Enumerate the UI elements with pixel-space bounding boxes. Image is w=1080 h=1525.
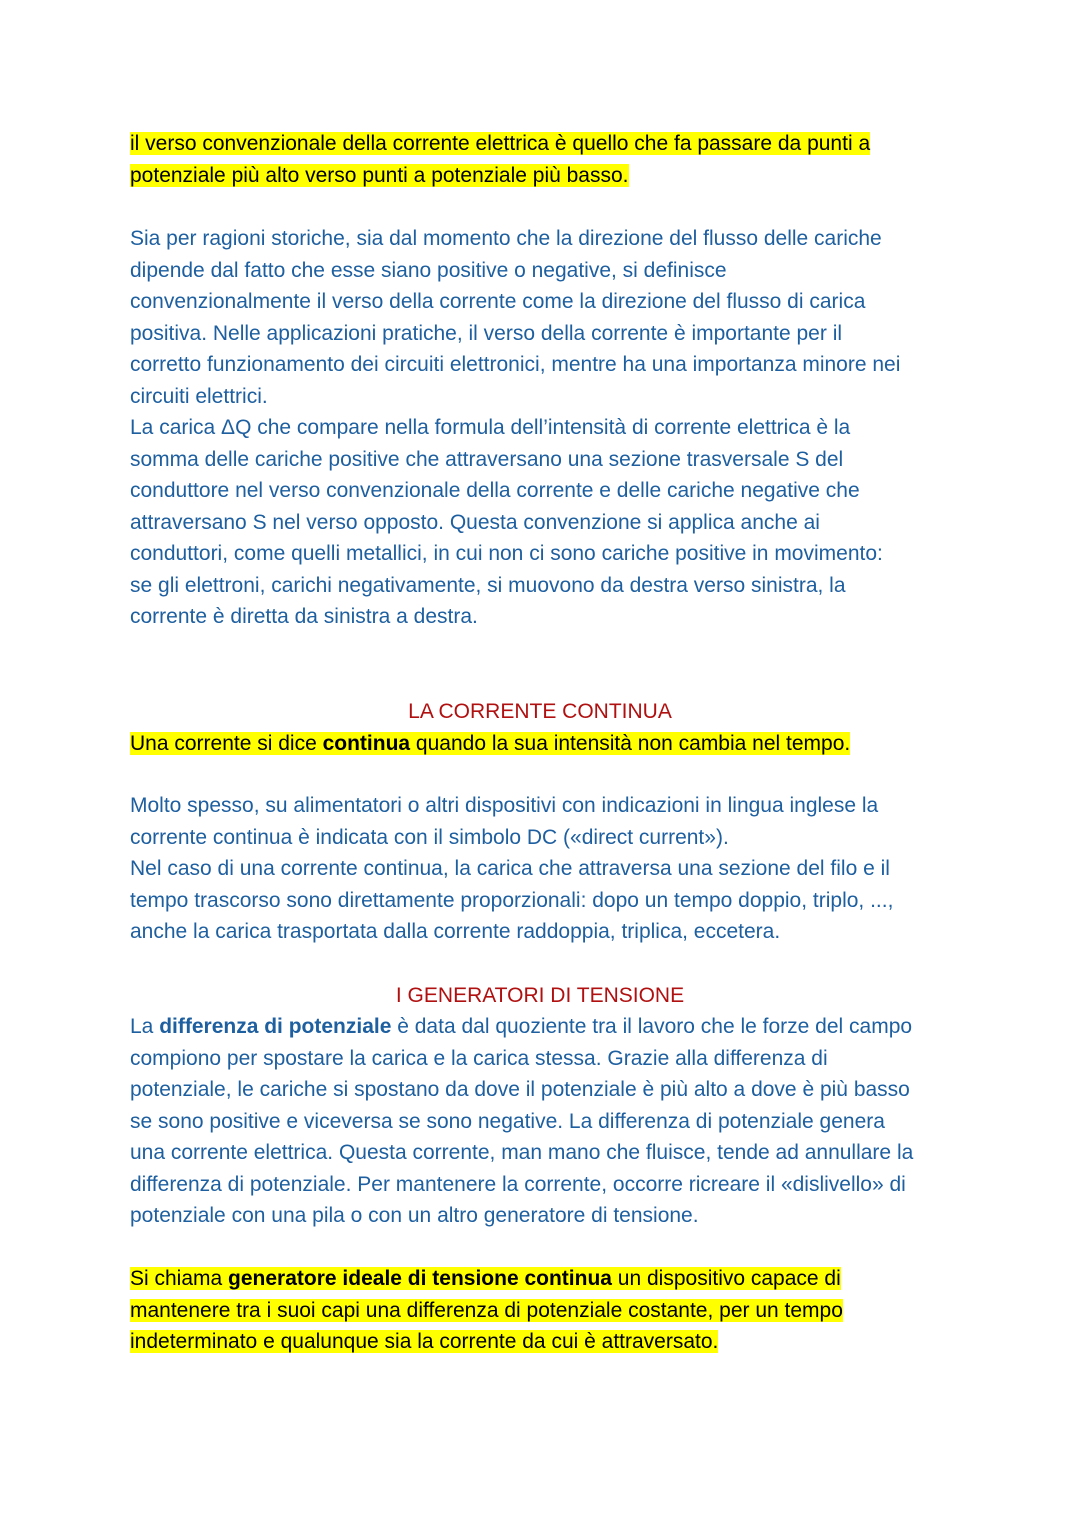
bold-term-ideal-generator: generatore ideale di tensione continua [228, 1267, 612, 1290]
direct-current-paragraph [130, 790, 960, 948]
text-line: somma delle cariche positive che attraversano una sezione trasversale S del [130, 447, 844, 471]
section-heading-direct-current: LA CORRENTE CONTINUA [408, 700, 672, 723]
text-line: convenzionalmente il verso della corrente come la direzione del flusso di carica [130, 290, 866, 313]
text-line: se gli elettroni, carichi negativamente, si muovono da destra verso sinistra, la [130, 573, 846, 597]
text-line: positiva. Nelle applicazioni pratiche, il verso della corrente è importante per il [130, 321, 843, 345]
text-line: dipende dal fatto che esse siano positive o negative, si definisce [130, 258, 727, 282]
text-line: Sia per ragioni storiche, sia dal momento che la direzione del flusso delle cariche [130, 227, 882, 250]
intro-line: potenziale più alto verso punti a potenziale più basso. [130, 163, 629, 187]
text-fragment: La [130, 1015, 160, 1038]
text-fragment: un dispositivo capace di [611, 1267, 841, 1290]
text-line: tempo trascorso sono direttamente proporzionali: dopo un tempo doppio, triplo, ..., [130, 888, 894, 912]
definition-line: mantenere tra i suoi capi una differenza di potenziale costante, per un tempo [130, 1298, 843, 1322]
text-line: La carica ΔQ che compare nella formula dell’intensità di corrente elettrica è la [130, 416, 851, 439]
section-heading-voltage-generators: I GENERATORI DI TENSIONE [395, 984, 685, 1007]
text-line: Molto spesso, su alimentatori o altri dispositivi con indicazioni in lingua inglese la [130, 794, 879, 817]
text-line: corrente continua è indicata con il simbolo DC («direct current»). [130, 825, 729, 849]
definition-text: Una corrente si dice [130, 732, 323, 755]
text-line: attraversano S nel verso opposto. Questa convenzione si applica anche ai [130, 510, 820, 534]
text-fragment: Si chiama [130, 1267, 229, 1290]
bold-term-potential-difference: differenza di potenziale [159, 1015, 392, 1038]
text-line: Nel caso di una corrente continua, la carica che attraversa una sezione del filo e il [130, 857, 890, 880]
text-line: potenziale, le cariche si spostano da dove il potenziale è più alto a dove è più basso [130, 1078, 910, 1101]
text-line: corretto funzionamento dei circuiti elettronici, mentre ha una importanza minore nei [130, 353, 901, 376]
text-line: differenza di potenziale. Per mantenere la corrente, occorre ricreare il «dislivello» di [130, 1172, 906, 1196]
text-line: se sono positive e viceversa se sono negative. La differenza di potenziale genera [130, 1109, 885, 1133]
text-line: conduttore nel verso convenzionale della corrente e delle cariche negative che [130, 479, 860, 502]
direct-current-definition [130, 728, 960, 760]
intro-line: il verso convenzionale della corrente elettrica è quello che fa passare da punti a [130, 132, 871, 155]
intro-highlight-paragraph [130, 128, 960, 191]
text-line: potenziale con una pila o con un altro generatore di tensione. [130, 1204, 699, 1227]
text-line: circuiti elettrici. [130, 384, 268, 408]
text-line: corrente è diretta da sinistra a destra. [130, 605, 478, 628]
definition-bold-term: continua [322, 732, 411, 755]
definition-text: quando la sua intensità non cambia nel tempo. [410, 732, 851, 755]
conventional-direction-paragraph [130, 223, 960, 633]
definition-line: indeterminato e qualunque sia la corrente da cui è attraversato. [130, 1330, 719, 1353]
potential-difference-paragraph [130, 1011, 960, 1232]
text-line: anche la carica trasportata dalla corrente raddoppia, triplica, eccetera. [130, 920, 781, 943]
text-line: conduttori, come quelli metallici, in cui non ci sono cariche positive in movimento: [130, 542, 883, 565]
text-line: compiono per spostare la carica e la carica stessa. Grazie alla differenza di [130, 1046, 828, 1070]
text-line: una corrente elettrica. Questa corrente, man mano che fluisce, tende ad annullare la [130, 1141, 914, 1164]
text-fragment: è data dal quoziente tra il lavoro che le forze del campo [391, 1015, 913, 1038]
ideal-generator-definition [130, 1263, 960, 1358]
